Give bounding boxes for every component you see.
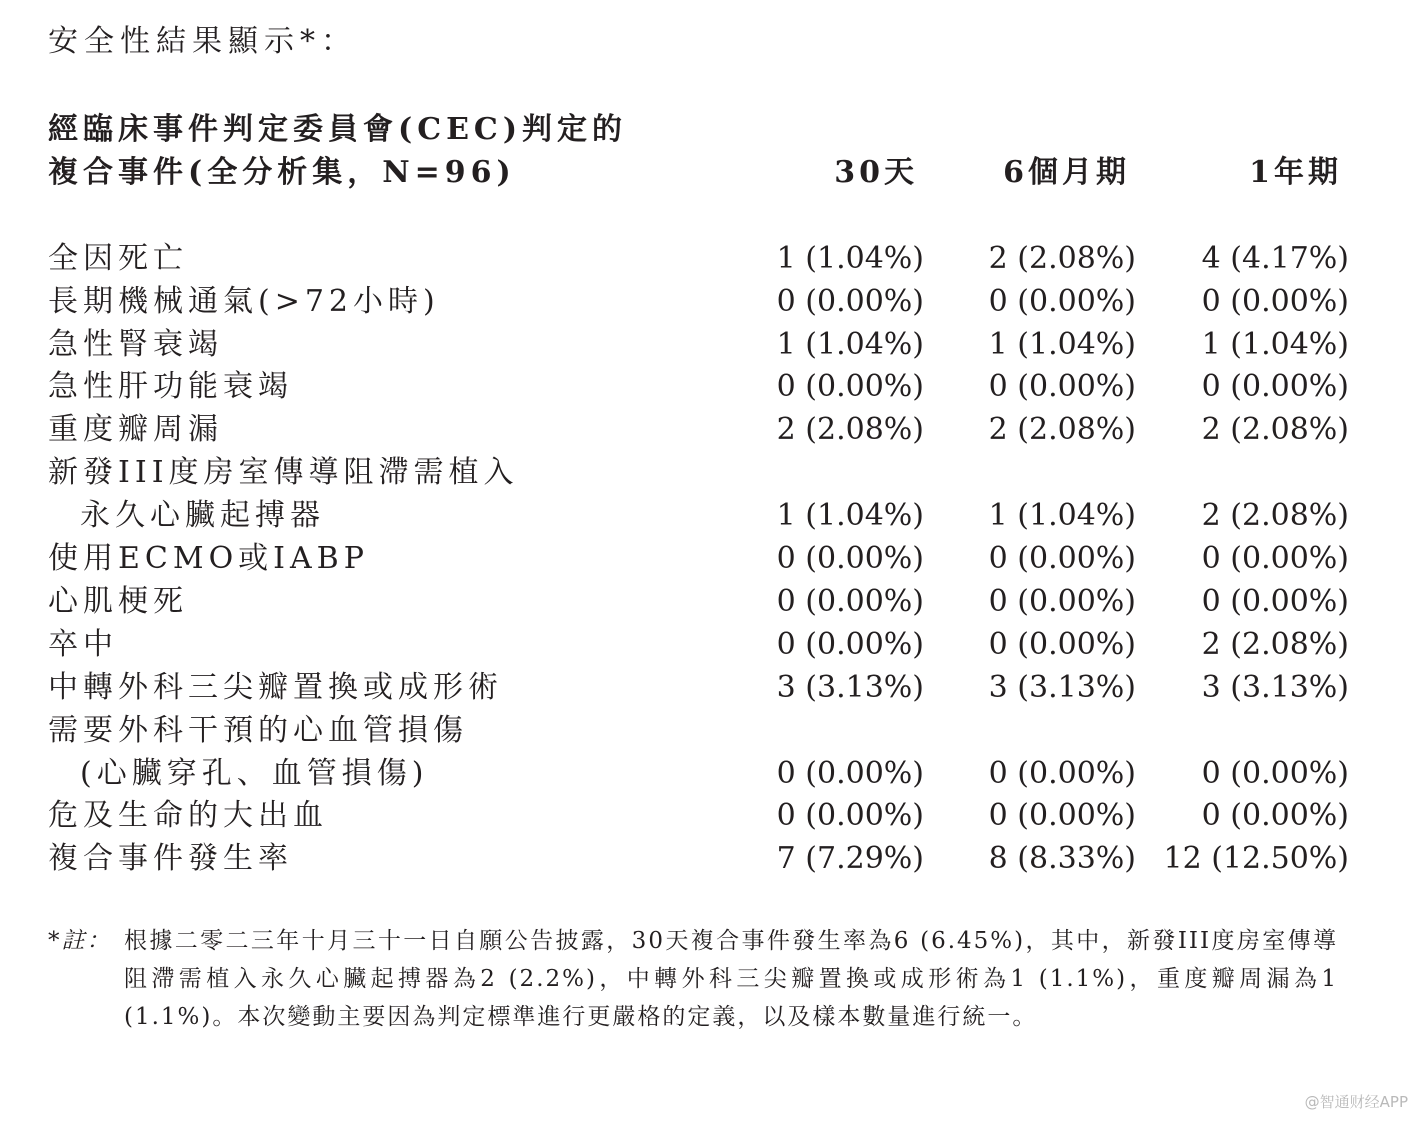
value-30-days: 0 (0.00%) <box>776 584 924 619</box>
value-30-days: 1 (1.04%) <box>776 327 924 362</box>
value-6-months: 0 (0.00%) <box>988 756 1136 791</box>
row-label: 中轉外科三尖瓣置換或成形術 <box>48 670 503 705</box>
row-label: 卒中 <box>48 627 118 662</box>
row-label: 永久心臟起搏器 <box>80 498 325 533</box>
value-6-months: 0 (0.00%) <box>988 284 1136 319</box>
value-6-months: 0 (0.00%) <box>988 584 1136 619</box>
row-label: (心臟穿孔、血管損傷) <box>80 756 429 791</box>
table-row <box>0 409 1416 451</box>
row-label: 新發III度房室傳導阻滯需植入 <box>48 455 519 490</box>
value-30-days: 2 (2.08%) <box>776 412 924 447</box>
row-label: 使用ECMO或IABP <box>48 541 369 576</box>
value-30-days: 0 (0.00%) <box>776 541 924 576</box>
value-1-year: 0 (0.00%) <box>1201 756 1349 791</box>
table-row <box>0 581 1416 623</box>
value-30-days: 1 (1.04%) <box>776 241 924 276</box>
table-row <box>0 838 1416 880</box>
table-row <box>0 667 1416 709</box>
value-1-year: 0 (0.00%) <box>1201 584 1349 619</box>
footnote <box>48 922 1348 1036</box>
table-title-line2: 複合事件(全分析集，N=96) <box>48 155 516 190</box>
watermark: @智通财经APP <box>1304 1093 1408 1111</box>
value-6-months: 0 (0.00%) <box>988 541 1136 576</box>
table-row <box>0 238 1416 280</box>
table-row <box>0 281 1416 323</box>
value-1-year: 2 (2.08%) <box>1201 627 1349 662</box>
value-1-year: 2 (2.08%) <box>1201 498 1349 533</box>
value-6-months: 1 (1.04%) <box>988 327 1136 362</box>
table-row <box>0 452 1416 494</box>
table-row <box>0 710 1416 752</box>
value-30-days: 0 (0.00%) <box>776 756 924 791</box>
value-1-year: 0 (0.00%) <box>1201 541 1349 576</box>
row-label: 心肌梗死 <box>48 584 188 619</box>
table-row <box>0 366 1416 408</box>
row-label: 需要外科干預的心血管損傷 <box>48 713 468 748</box>
row-label: 複合事件發生率 <box>48 841 293 876</box>
value-6-months: 2 (2.08%) <box>988 412 1136 447</box>
intro-text: 安全性結果顯示*： <box>48 24 357 59</box>
column-header-1-year: 1年期 <box>1249 155 1342 190</box>
table-row <box>0 538 1416 580</box>
footnote-text: 根據二零二三年十月三十一日自願公告披露，30天複合事件發生率為6 (6.45%)，其中，新發III度房室傳導阻滯需植入永久心臟起搏器為2 (2.2%)，中轉外科三尖瓣置換或成形術為1 (1.1%)，重度瓣周漏為1 (1.1%)。本次變動主要因為判定標準進行更嚴格的定義，以及樣本數量進行統一。 <box>124 928 1338 1030</box>
column-header-6-months: 6個月期 <box>1003 155 1130 190</box>
value-1-year: 3 (3.13%) <box>1201 670 1349 705</box>
value-1-year: 0 (0.00%) <box>1201 369 1349 404</box>
value-30-days: 0 (0.00%) <box>776 284 924 319</box>
value-1-year: 1 (1.04%) <box>1201 327 1349 362</box>
row-label: 重度瓣周漏 <box>48 412 223 447</box>
table-title-line1: 經臨床事件判定委員會(CEC)判定的 <box>48 112 628 147</box>
value-30-days: 0 (0.00%) <box>776 369 924 404</box>
table-row <box>0 795 1416 837</box>
value-6-months: 8 (8.33%) <box>988 841 1136 876</box>
row-label: 全因死亡 <box>48 241 188 276</box>
column-header-30-days: 30天 <box>834 155 918 190</box>
value-1-year: 2 (2.08%) <box>1201 412 1349 447</box>
value-30-days: 0 (0.00%) <box>776 627 924 662</box>
value-1-year: 0 (0.00%) <box>1201 284 1349 319</box>
table-row <box>0 495 1416 537</box>
value-6-months: 0 (0.00%) <box>988 627 1136 662</box>
value-6-months: 0 (0.00%) <box>988 798 1136 833</box>
value-1-year: 4 (4.17%) <box>1201 241 1349 276</box>
value-6-months: 2 (2.08%) <box>988 241 1136 276</box>
table-row <box>0 624 1416 666</box>
value-6-months: 0 (0.00%) <box>988 369 1136 404</box>
value-30-days: 1 (1.04%) <box>776 498 924 533</box>
value-30-days: 0 (0.00%) <box>776 798 924 833</box>
row-label: 急性肝功能衰竭 <box>48 369 293 404</box>
row-label: 長期機械通氣(>72小時) <box>48 284 440 319</box>
value-6-months: 3 (3.13%) <box>988 670 1136 705</box>
table-row <box>0 324 1416 366</box>
row-label: 急性腎衰竭 <box>48 327 223 362</box>
value-30-days: 7 (7.29%) <box>776 841 924 876</box>
value-1-year: 0 (0.00%) <box>1201 798 1349 833</box>
value-1-year: 12 (12.50%) <box>1163 841 1349 876</box>
table-row <box>0 753 1416 795</box>
value-30-days: 3 (3.13%) <box>776 670 924 705</box>
value-6-months: 1 (1.04%) <box>988 498 1136 533</box>
footnote-marker: *註： <box>48 928 112 954</box>
row-label: 危及生命的大出血 <box>48 798 328 833</box>
